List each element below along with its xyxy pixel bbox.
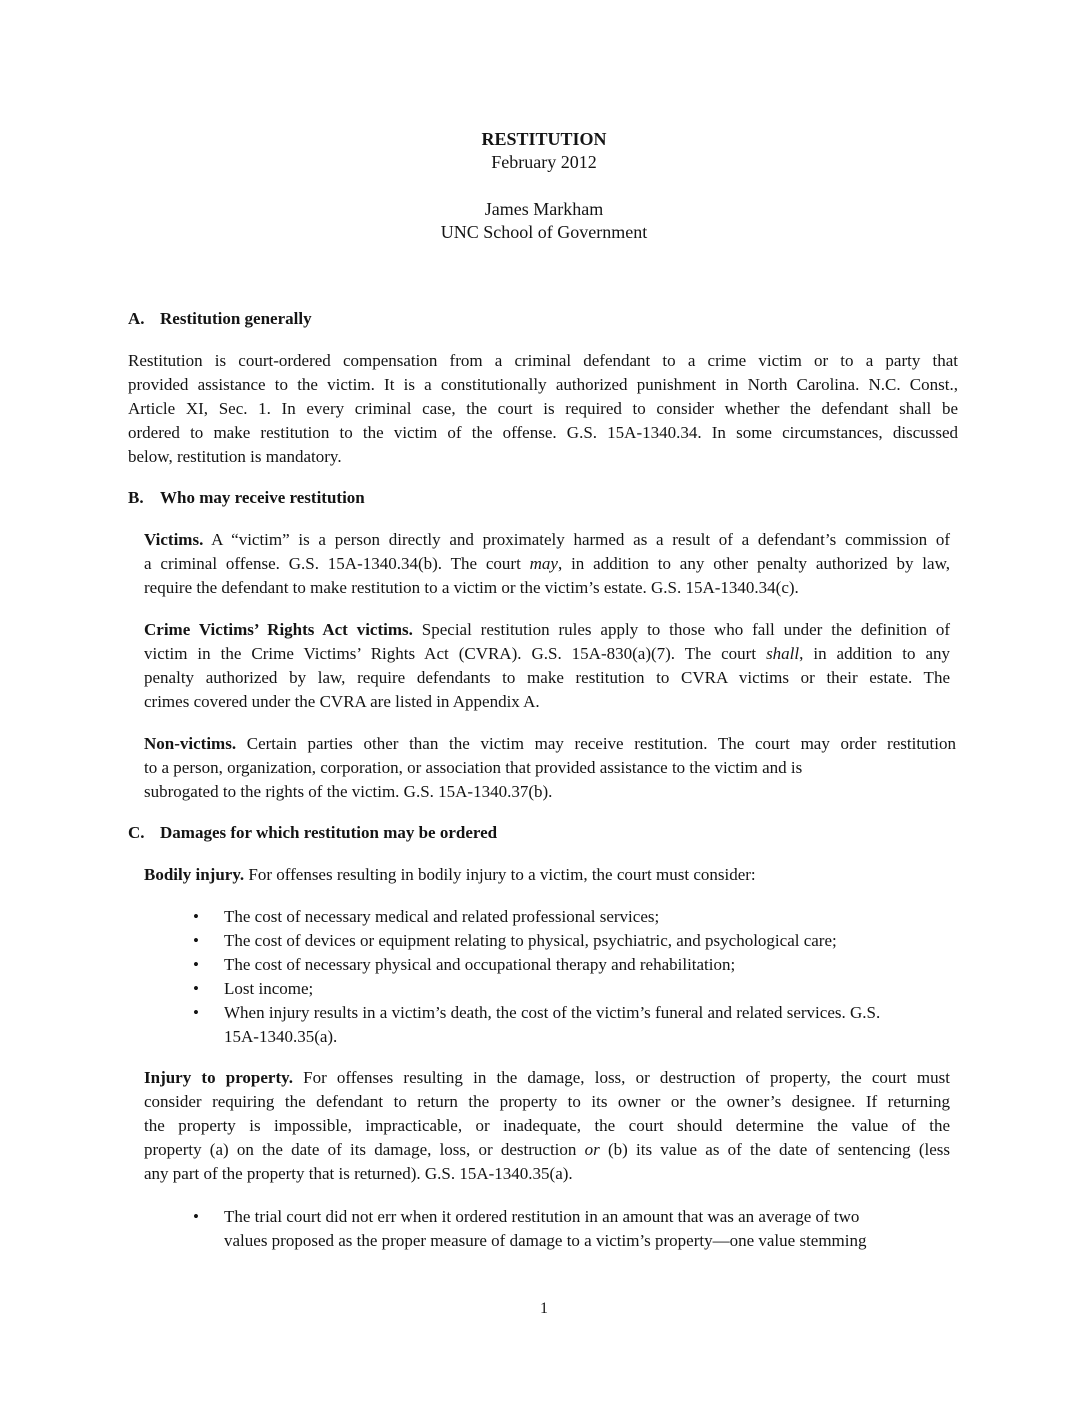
text-run: Certain parties other than the victim may receive restitution. The court may order restitution (236, 734, 956, 753)
section-title: Restitution generally (160, 309, 312, 328)
non-victims-paragraph (144, 732, 956, 804)
bullet-icon: • (193, 907, 199, 926)
emphasis: may (529, 554, 558, 573)
section-a-paragraph (128, 349, 958, 469)
term-bodily-injury: Bodily injury. (144, 865, 245, 884)
text-run: , in addition to any (799, 644, 950, 663)
page-number: 1 (540, 1300, 548, 1317)
list-item (190, 1001, 950, 1049)
text-line: Lost income; (224, 979, 314, 998)
bodily-injury-paragraph (144, 863, 950, 887)
text-run: (b) its value as of the date of sentencing (less (599, 1140, 951, 1159)
text-run: a criminal offense. G.S. 15A-1340.34(b). The court (144, 554, 530, 573)
document-date: February 2012 (491, 152, 597, 172)
section-title: Damages for which restitution may be ordered (160, 823, 498, 842)
text-run: to a person, organization, corporation, or association that provided assistance to the victim and is (144, 758, 803, 777)
section-letter: B. (128, 488, 144, 507)
text-run: any part of the property that is returned). G.S. 15A-1340.35(a). (144, 1164, 573, 1183)
section-a-heading (128, 307, 312, 331)
term-cvra-victims: Crime Victims’ Rights Act victims. (144, 620, 413, 639)
term-non-victims: Non-victims. (144, 734, 237, 753)
term-victims: Victims. (144, 530, 204, 549)
title-block (0, 128, 1088, 244)
text-line: 15A-1340.35(a). (224, 1027, 338, 1046)
text-run: For offenses resulting in the damage, loss, or destruction of property, the court must (292, 1068, 950, 1087)
text-line: The cost of necessary medical and related professional services; (224, 907, 660, 926)
victims-paragraph (144, 528, 950, 600)
text-line: The cost of necessary physical and occupational therapy and rehabilitation; (224, 955, 736, 974)
text-run: the property is impossible, impracticable, or inadequate, the court should determine the value of the (144, 1116, 950, 1135)
text-line: The cost of devices or equipment relating to physical, psychiatric, and psychological care; (224, 931, 837, 950)
document-author: James Markham (484, 199, 604, 219)
bullet-icon: • (193, 931, 199, 950)
document-title: RESTITUTION (481, 129, 607, 149)
text-line: Article XI, Sec. 1. In every criminal case, the court is required to consider whether the defendant shall be (128, 399, 958, 418)
section-letter: A. (128, 309, 145, 328)
text-run: A “victim” is a person directly and proximately harmed as a result of a defendant’s commission of (203, 530, 950, 549)
section-c-heading (128, 821, 497, 845)
text-line: below, restitution is mandatory. (128, 447, 342, 466)
cvra-paragraph (144, 618, 950, 714)
section-letter: C. (128, 823, 145, 842)
bodily-injury-list (190, 905, 950, 1049)
property-injury-paragraph (144, 1066, 950, 1186)
bullet-icon: • (193, 979, 199, 998)
property-injury-list (190, 1205, 950, 1253)
text-run: For offenses resulting in bodily injury to a victim, the court must consider: (244, 865, 756, 884)
text-line: values proposed as the proper measure of damage to a victim’s property—one value stemming (224, 1231, 867, 1250)
bullet-icon: • (193, 1003, 199, 1022)
text-run: , in addition to any other penalty authorized by law, (557, 554, 950, 573)
emphasis: or (584, 1140, 600, 1159)
bullet-icon: • (193, 955, 199, 974)
list-item (190, 953, 950, 977)
bullet-icon: • (193, 1207, 199, 1226)
text-line: Restitution is court-ordered compensation from a criminal defendant to a crime victim or to a party that (128, 351, 958, 370)
section-title: Who may receive restitution (160, 488, 365, 507)
list-item (190, 905, 950, 929)
text-run: property (a) on the date of its damage, loss, or destruction (144, 1140, 585, 1159)
text-line: When injury results in a victim’s death, the cost of the victim’s funeral and related services. G.S. (224, 1003, 881, 1022)
emphasis: shall (766, 644, 800, 663)
list-item (190, 929, 950, 953)
term-injury-to-property: Injury to property. (144, 1068, 293, 1087)
document-affiliation: UNC School of Government (440, 222, 648, 242)
text-line: The trial court did not err when it ordered restitution in an amount that was an average of two (224, 1207, 860, 1226)
text-run: subrogated to the rights of the victim. G.S. 15A-1340.37(b). (144, 782, 553, 801)
text-run: require the defendant to make restitution to a victim or the victim’s estate. G.S. 15A-1340.34(c). (144, 578, 799, 597)
text-line: ordered to make restitution to the victim of the offense. G.S. 15A-1340.34. In some circumstances, discussed (128, 423, 958, 442)
text-run: penalty authorized by law, require defendants to make restitution to CVRA victims or their estate. The (144, 668, 950, 687)
text-run: Special restitution rules apply to those who fall under the definition of (412, 620, 950, 639)
text-run: victim in the Crime Victims’ Rights Act (CVRA). G.S. 15A-830(a)(7). The court (144, 644, 767, 663)
text-run: consider requiring the defendant to return the property to its owner or the owner’s designee. If returning (144, 1092, 950, 1111)
text-run: crimes covered under the CVRA are listed in Appendix A. (144, 692, 540, 711)
text-line: provided assistance to the victim. It is a constitutionally authorized punishment in North Carolina. N.C. Const., (128, 375, 958, 394)
list-item (190, 977, 950, 1001)
list-item (190, 1205, 950, 1253)
section-b-heading (128, 486, 365, 510)
